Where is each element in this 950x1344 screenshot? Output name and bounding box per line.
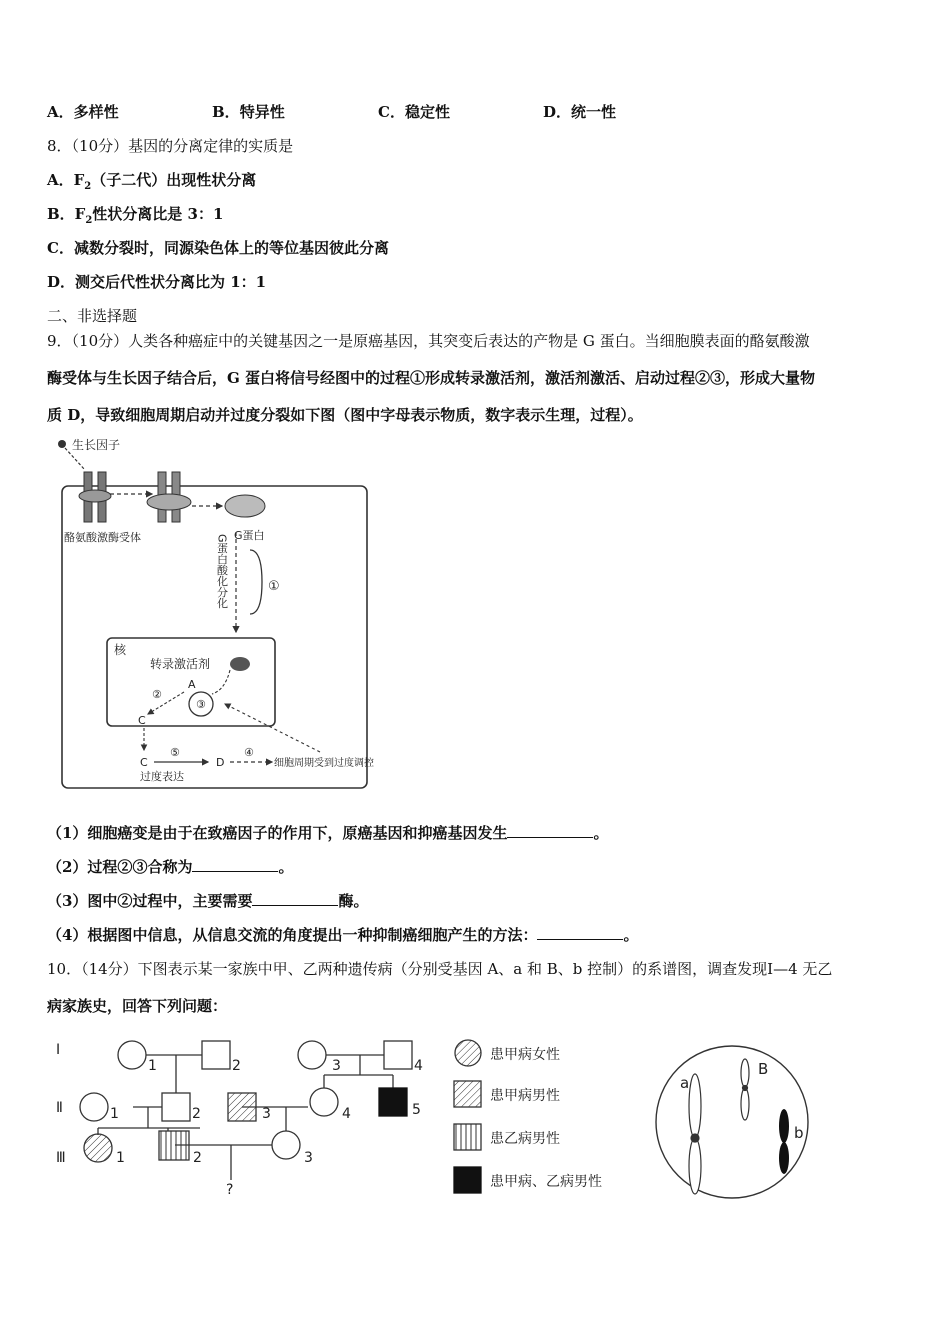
ped-I-3 [298, 1041, 326, 1069]
ped-I-4-num: 4 [414, 1058, 423, 1074]
ped-III-2-num: 2 [193, 1150, 202, 1166]
legend-2: 患甲病男性 [490, 1088, 560, 1104]
ped-II-2-num: 2 [192, 1106, 201, 1122]
q9-line-3: 质 D，导致细胞周期启动并过度分裂如下图（图中字母表示物质，数字表示生理，过程）。 [47, 406, 643, 424]
nucleus-label: 核 [114, 643, 127, 657]
legend-1: 患甲病女性 [490, 1047, 560, 1063]
step-4-label: ④ [244, 746, 254, 759]
ped-II-5-num: 5 [412, 1102, 421, 1118]
ped-III-2 [159, 1131, 189, 1160]
q9-line-1: 9．（10分）人类各种癌症中的关键基因之一是原癌基因，其突变后表达的产物是 G 蛋白。当细胞膜表面的酪氨酸激 [47, 332, 810, 350]
g-protein-label: G蛋白 [234, 529, 265, 542]
activator-icon [230, 657, 250, 671]
ped-II-3 [228, 1093, 256, 1121]
step-3-label: ③ [196, 698, 206, 711]
chromosome-a-label: a [680, 1074, 690, 1092]
gen-label-1: Ⅰ [56, 1042, 61, 1058]
step-5-label: ⑤ [170, 746, 180, 759]
q7-option-c: C．稳定性 [378, 103, 450, 121]
q8-option-d: D．测交后代性状分离比为 1：1 [47, 273, 267, 291]
ped-I-2-num: 2 [232, 1058, 241, 1074]
ped-II-3-num: 3 [262, 1106, 271, 1122]
q7-option-a: A．多样性 [47, 103, 119, 121]
pedigree-chart [50, 1030, 650, 1210]
ped-III-3-num: 3 [304, 1150, 313, 1166]
over-express-label: 过度表达 [140, 770, 184, 783]
receptor-label: 酪氨酸激酶受体 [64, 531, 141, 544]
ped-I-2 [202, 1041, 230, 1069]
ped-I-1 [118, 1041, 146, 1069]
step-1-label: ① [268, 579, 280, 594]
g-protein-chain-label: G蛋白酸化分化 [215, 534, 229, 609]
gen-label-3: Ⅲ [56, 1150, 66, 1166]
ped-II-2 [162, 1093, 190, 1121]
answer-blank-1[interactable] [507, 823, 593, 838]
q8-option-b: B．$F_2$性状分离比是 3：1 [47, 205, 224, 226]
label-a: A [188, 678, 196, 691]
q7-option-d: D．统一性 [543, 103, 617, 121]
chromosome-B-lower [741, 1088, 749, 1120]
chromosome-B-label: B [758, 1060, 769, 1078]
step-2-label: ② [152, 688, 162, 701]
chromosome-b-upper [779, 1109, 789, 1143]
q10-line-2: 病家族史，回答下列问题： [47, 997, 228, 1015]
ped-II-4 [310, 1088, 338, 1116]
ped-III-1-num: 1 [116, 1150, 125, 1166]
ped-II-1-num: 1 [110, 1106, 119, 1122]
growth-factor-label: 生长因子 [72, 438, 121, 452]
chromosome-B-upper [741, 1059, 749, 1087]
ped-unknown: ? [226, 1182, 234, 1198]
q8-stem: 8．（10分）基因的分离定律的实质是 [47, 137, 294, 155]
signal-pathway-figure [40, 432, 385, 804]
chromosome-a-lower [689, 1138, 701, 1194]
q8-option-a: A．$F_2$（子二代）出现性状分离 [47, 171, 257, 192]
legend-male-ab-icon [454, 1167, 481, 1193]
q9-sub-4: （4）根据图中信息，从信息交流的角度提出一种抑制癌细胞产生的方法： 。 [47, 926, 639, 944]
q9-sub-1: （1）细胞癌变是由于在致癌因子的作用下，原癌基因和抑癌基因发生 。 [47, 824, 609, 842]
ped-II-5 [379, 1088, 407, 1116]
answer-blank-2[interactable] [192, 857, 278, 872]
cell-cycle-label: 细胞周期受到过度调控 [274, 758, 374, 769]
section-heading: 二、非选择题 [47, 307, 138, 325]
chromosome-b-label: b [794, 1124, 804, 1142]
receptor-icon [79, 472, 111, 522]
ped-II-4-num: 4 [342, 1106, 351, 1122]
ped-III-3 [272, 1131, 300, 1159]
ped-I-1-num: 1 [148, 1058, 157, 1074]
g-protein-icon [225, 495, 265, 517]
activator-label: 转录激活剂 [150, 657, 211, 671]
legend-male-a-icon [454, 1081, 481, 1107]
ped-I-3-num: 3 [332, 1058, 341, 1074]
chromosome-a-upper [689, 1074, 701, 1138]
legend-female-a-icon [455, 1040, 481, 1066]
receptor-activated-icon [147, 472, 191, 522]
label-c-nucleus: C [138, 714, 146, 727]
legend-3: 患乙病男性 [490, 1131, 560, 1147]
chromosome-b-lower [779, 1142, 789, 1174]
q7-option-b: B．特异性 [212, 103, 285, 121]
q8-option-c: C．减数分裂时，同源染色体上的等位基因彼此分离 [47, 239, 389, 257]
legend-male-b-icon [454, 1124, 481, 1150]
answer-blank-3[interactable] [252, 891, 338, 906]
label-d: D [216, 756, 225, 769]
ped-III-1 [84, 1134, 112, 1162]
q10-line-1: 10．（14分）下图表示某一家族中甲、乙两种遗传病（分别受基因 A、a 和 B、b 控制）的系谱图，调查发现Ⅰ—4 无乙 [47, 960, 833, 978]
gen-label-2: Ⅱ [56, 1100, 63, 1116]
legend-4: 患甲病、乙病男性 [490, 1174, 602, 1190]
ped-I-4 [384, 1041, 412, 1069]
q9-sub-3: （3）图中②过程中，主要需要 酶。 [47, 892, 369, 910]
q9-sub-2: （2）过程②③合称为 。 [47, 858, 294, 876]
answer-blank-4[interactable] [537, 925, 623, 940]
chromosome-figure [652, 1040, 812, 1205]
label-c-cytoplasm: C [140, 756, 148, 769]
ped-II-1 [80, 1093, 108, 1121]
growth-factor-icon [58, 440, 66, 448]
q9-line-2: 酶受体与生长因子结合后，G 蛋白将信号经图中的过程①形成转录激活剂，激活剂激活、启动过程②③，形成大量物 [47, 369, 816, 387]
